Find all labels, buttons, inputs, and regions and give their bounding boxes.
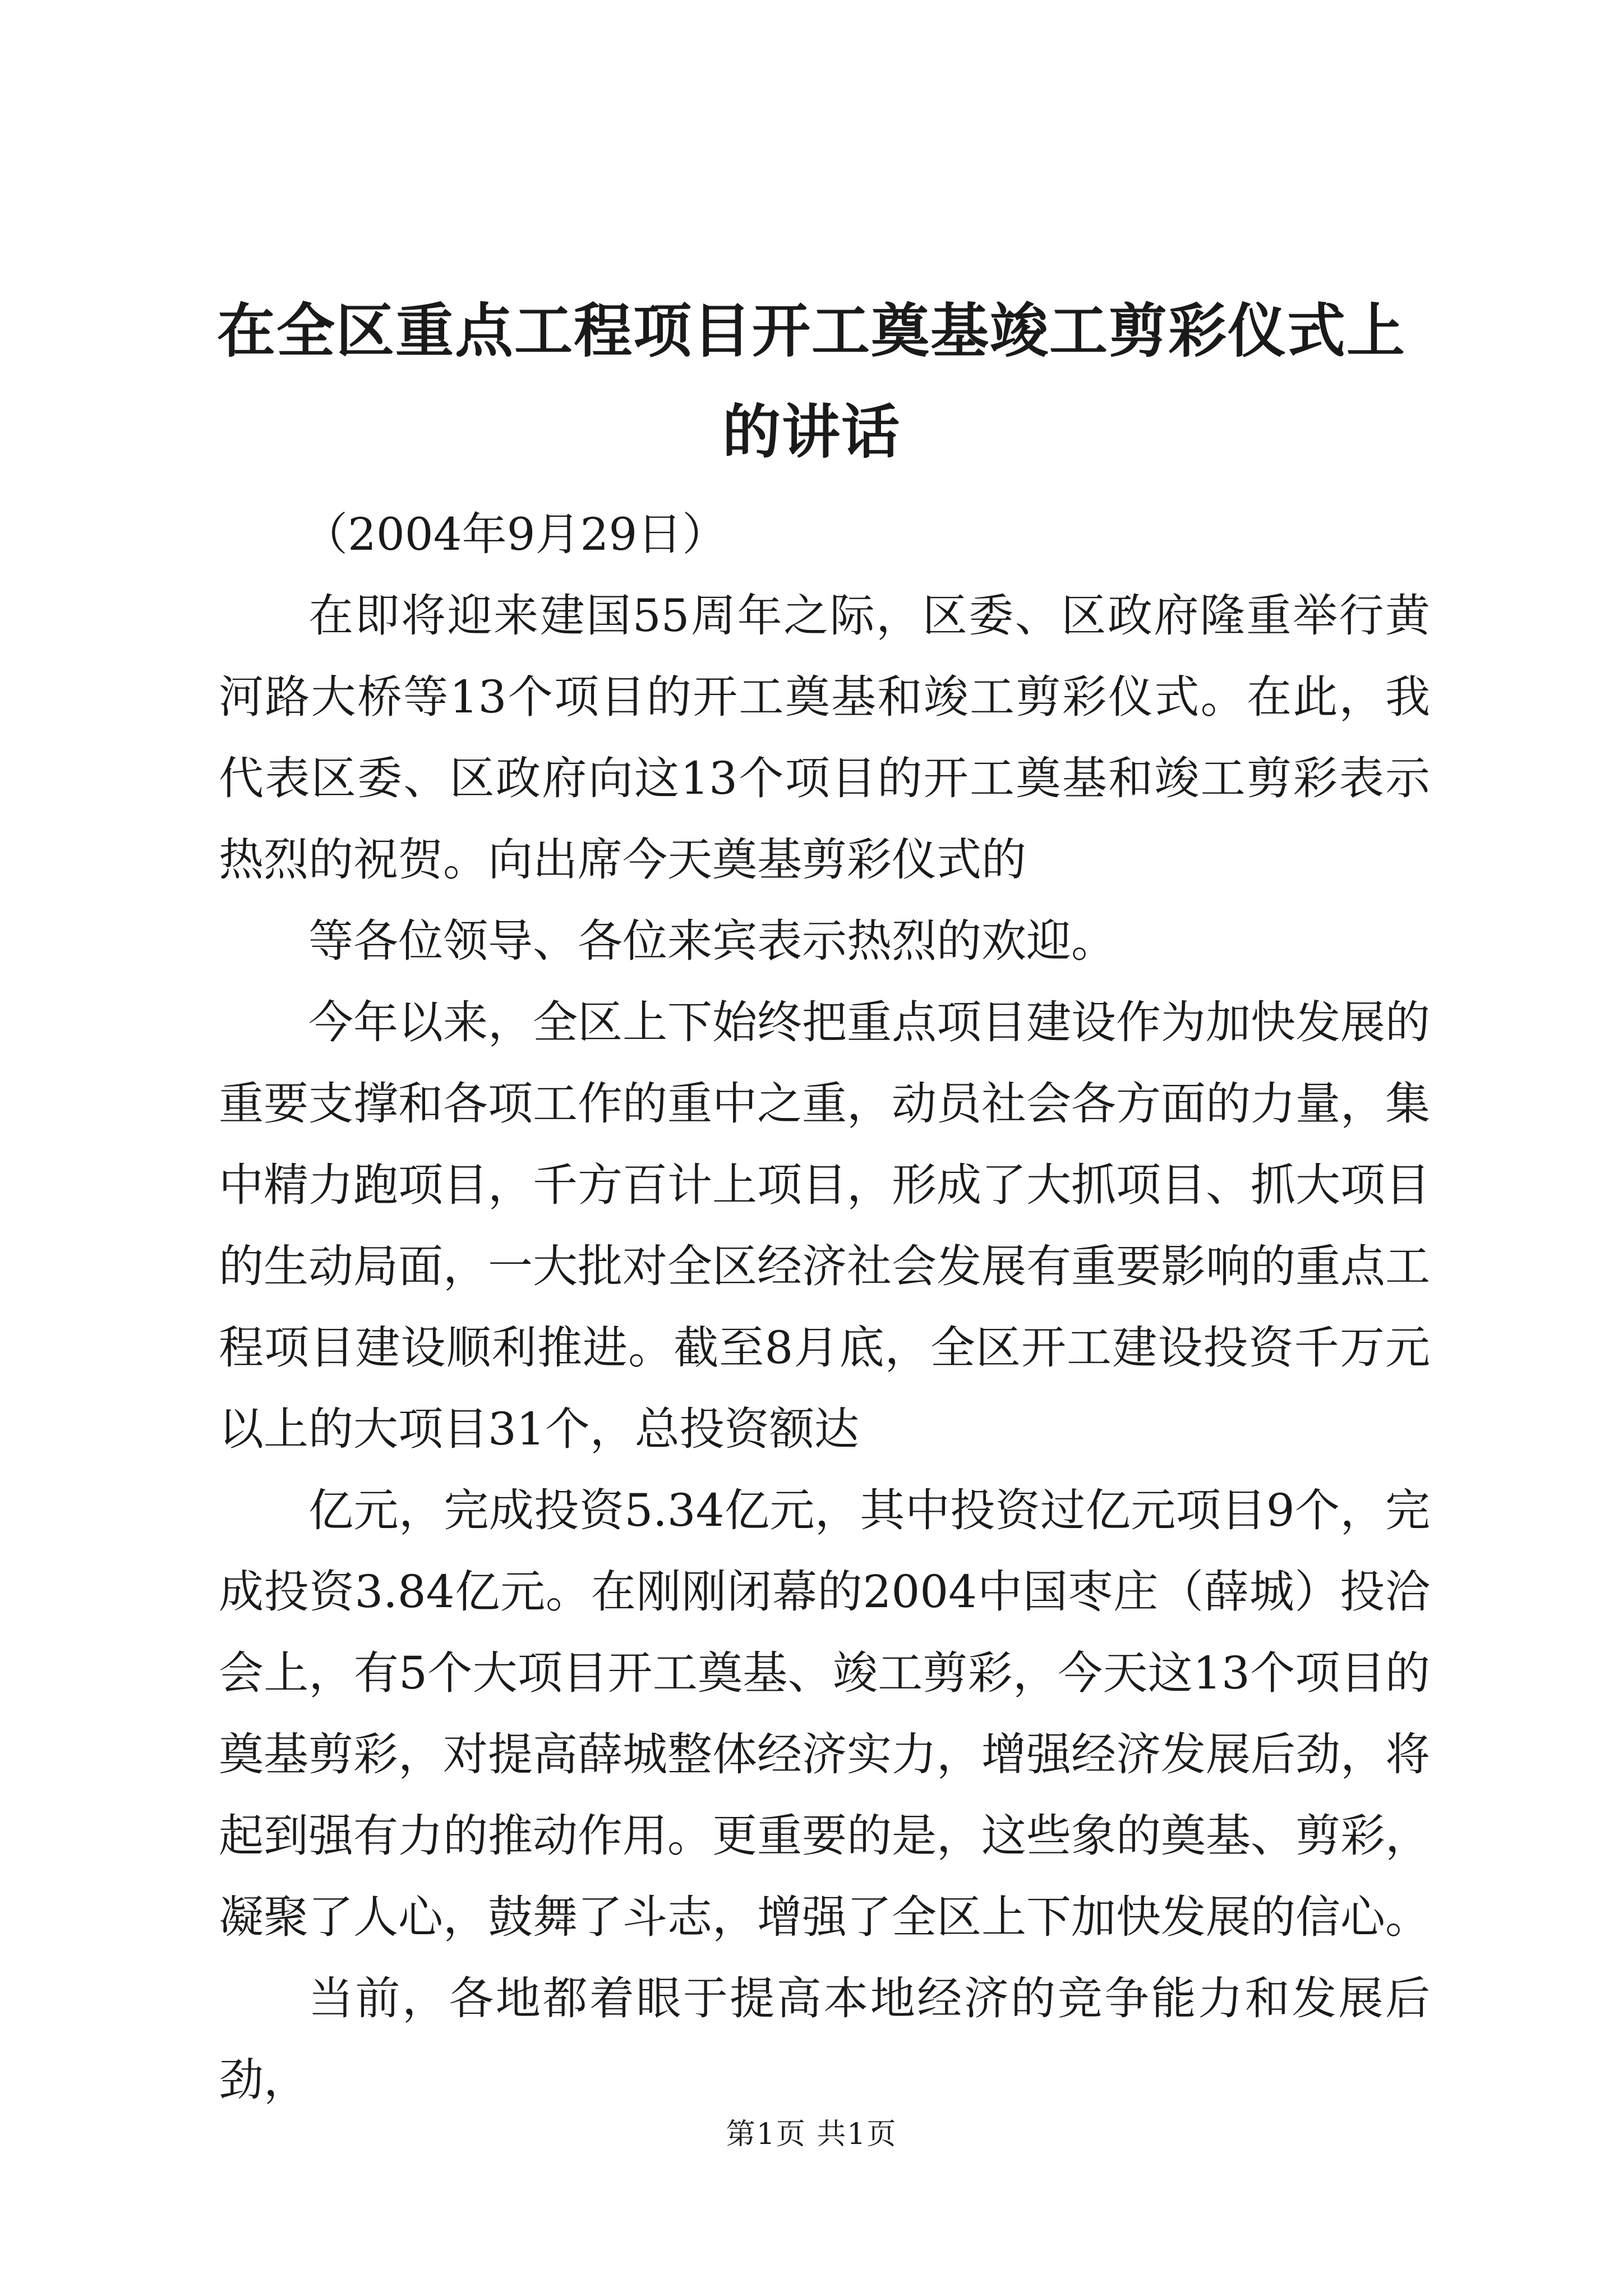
document-body [219,494,1430,2120]
paragraph-5: 当前，各地都着眼于提高本地经济的竞争能力和发展后劲， [219,1972,1430,2106]
paragraph-2: 等各位领导、各位来宾表示热烈的欢迎。 [308,915,1116,967]
paragraph-1: 在即将迎来建国55周年之际，区委、区政府隆重举行黄河路大桥等13个项目的开工奠基和竣工剪彩仪式。在此，我代表区委、区政府向这13个项目的开工奠基和竣工剪彩表示热烈的祝贺。向出席今天奠基剪彩仪式的 [219,590,1430,886]
page-footer: 第1页 共1页 [726,2118,897,2151]
date-line: （2004年9月29日） [303,508,727,560]
document-title: 在全区重点工程项目开工奠基竣工剪彩仪式上的讲话 [216,296,1406,466]
paragraph-4: 亿元，完成投资5.34亿元，其中投资过亿元项目9个，完成投资3.84亿元。在刚刚闭幕的2004中国枣庄（薛城）投洽会上，有5个大项目开工奠基、竣工剪彩，今天这13个项目的奠基剪彩，对提高薛城整体经济实力，增强经济发展后劲，将起到强有力的推动作用。更重要的是，这些象的奠基、剪彩，凝聚了人心，鼓舞了斗志，增强了全区上下加快发展的信心。 [219,1484,1430,1943]
paragraph-3: 今年以来，全区上下始终把重点项目建设作为加快发展的重要支撑和各项工作的重中之重，动员社会各方面的力量，集中精力跑项目，千方百计上项目，形成了大抓项目、抓大项目的生动局面，一大批对全区经济社会发展有重要影响的重点工程项目建设顺利推进。截至8月底，全区开工建设投资千万元以上的大项目31个，总投资额达 [219,996,1430,1455]
